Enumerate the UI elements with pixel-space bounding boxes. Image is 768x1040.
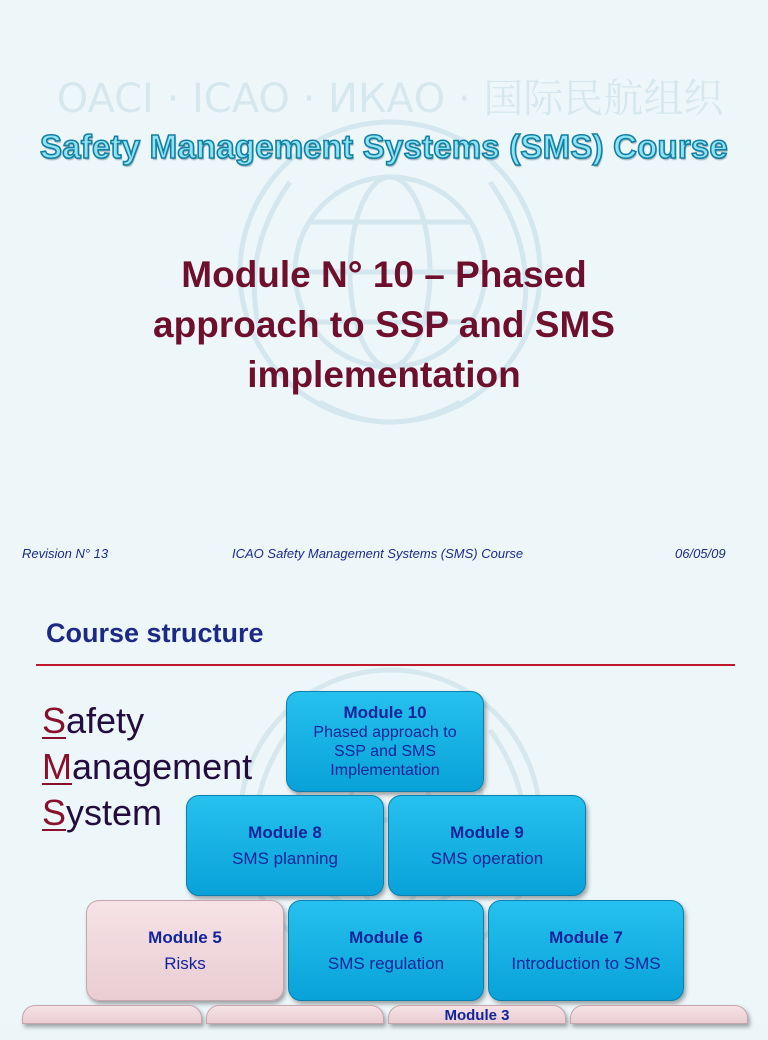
module-description: SMS operation <box>430 848 544 868</box>
slide-heading: Course structure <box>46 618 264 648</box>
module-description: SMS regulation <box>327 953 445 973</box>
course-structure-slide <box>0 580 768 1024</box>
module-9-box <box>388 795 586 896</box>
sms-word-management: Management <box>42 746 253 787</box>
module-7-box <box>488 900 684 1001</box>
module-5-box <box>86 900 284 1001</box>
course-title: Safety Management Systems (SMS) Course <box>40 128 728 165</box>
module-description: Introduction to SMS <box>511 953 661 973</box>
module-title-line: Module N° 10 – Phased <box>181 254 587 295</box>
emblem-letters: OACI · ICAO · ИКАО · 国际民航组织 <box>56 76 724 122</box>
module-description: Risks <box>164 953 206 973</box>
sms-word-system: System <box>42 792 163 833</box>
module-title-line: approach to SSP and SMS <box>153 304 615 345</box>
module-description: Phased approach to <box>313 724 457 741</box>
heading-divider <box>36 664 735 666</box>
module-description: SMS planning <box>232 848 338 868</box>
module-box-partial <box>22 1005 202 1024</box>
module-label: Module 7 <box>549 927 623 947</box>
module-title-line: implementation <box>247 354 521 395</box>
module-box-partial <box>206 1005 384 1024</box>
footer-date: 06/05/09 <box>675 546 726 561</box>
module-label: Module 6 <box>349 927 423 947</box>
module-label: Module 9 <box>450 822 524 842</box>
sms-word-safety: Safety <box>42 700 145 741</box>
footer-course-name: ICAO Safety Management Systems (SMS) Course <box>232 546 524 561</box>
module-label: Module 10 <box>343 703 427 722</box>
module-description: SSP and SMS <box>334 743 436 760</box>
module-label: Module 8 <box>248 822 322 842</box>
module-3-box <box>388 1005 566 1024</box>
footer-revision: Revision N° 13 <box>22 546 109 561</box>
module-box-partial <box>570 1005 748 1024</box>
module-label: Module 5 <box>148 927 222 947</box>
module-6-box <box>288 900 484 1001</box>
module-label: Module 3 <box>444 1007 510 1024</box>
module-8-box <box>186 795 384 896</box>
module-10-box <box>286 691 484 792</box>
module-description: Implementation <box>330 762 440 779</box>
module-title <box>120 250 648 400</box>
